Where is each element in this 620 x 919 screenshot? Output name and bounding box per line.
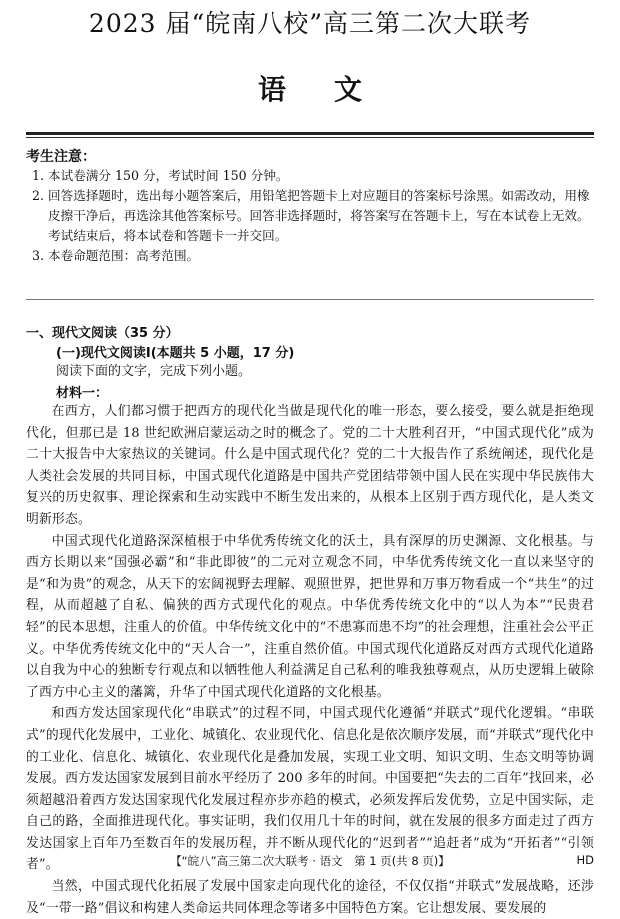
footer-code: HD [576, 853, 594, 867]
subsection-heading: (一)现代文阅读Ⅰ(本题共 5 小题，17 分) [56, 346, 295, 361]
subject-title: 语文 [257, 73, 410, 106]
material-label: 材料一： [56, 386, 109, 401]
notice-divider [26, 299, 594, 300]
section-heading: 一、现代文阅读（35 分） [26, 326, 179, 341]
paragraph: 中国式现代化道路深深植根于中华优秀传统文化的沃土，具有深厚的历史渊源、文化根基。与西方长期以来“国强必霸”和“非此即彼”的二元对立观念不同，中华优秀传统文化一直以来坚守的是“和为贵”的观念，从天下的宏阔视野去理解、观照世界，把世界和万事万物看成一个“共生”的过程，从而超越了自私、偏狭的西方式现代化的观点。中华优秀传统文化中的“以人为本”“民贵君轻”的民本思想，注重人的价值。中华传统文化中的“不患寡而患不均”的社会理想，注重社会公平正义。中华优秀传统文化中的“天人合一”，注重自然价值。中国式现代化道路反对西方式现代化道路以自我为中心的独断专行观点和以牺牲他人利益满足自己私利的唯我独尊观点，从历史逻辑上破除了西方中心主义的藩篱，升华了中国式现代化道路的文化根基。 [26, 533, 594, 700]
header-rule-thick [26, 132, 594, 135]
paragraph: 和西方发达国家现代化“串联式”的过程不同，中国式现代化遵循“并联式”现代化逻辑。“串联式”的现代化发展中，工业化、城镇化、农业现代化、信息化是依次顺序发展，而“并联式”现代化中的工业化、信息化、城镇化、农业现代化是叠加发展，实现工业文明、知识文明、生态文明等协调发展。西方发达国家发展到目前水平经历了 200 多年的时间。中国要把“失去的二百年”找回来，必须超越沿着西方发达国家现代化发展过程亦步亦趋的模式，必须发挥后发优势，立足中国实际，走自己的路，全面推进现代化。事实证明，我们仅用几十年的时间，就在发展的很多方面走过了西方发达国家上百年乃至数百年的发展历程，并不断从现代化的“迟到者”“追赶者”成为“开拓者”“引领者”。 [26, 706, 594, 873]
material-body [26, 401, 594, 919]
paragraph: 当然，中国式现代化拓展了发展中国家走向现代化的途径，不仅仅指“并联式”发展战略，还涉及“一带一路”倡议和构建人类命运共同体理念等诸多中国特色方案。它让想发展、要发展的 [26, 879, 594, 916]
header-rule-thin [26, 137, 594, 138]
paragraph: 在西方，人们都习惯于把西方的现代化当做是现代化的唯一形态，要么接受，要么就是拒绝现代化，但那已是 18 世纪欧洲启蒙运动之时的概念了。党的二十大胜利召开，“中国式现代化”成为二十大报告中大家热议的关键词。什么是中国式现代化？党的二十大报告作了系统阐述，现代化是人类社会发展的共同目标，中国式现代化道路是中国共产党团结带领中国人民在实现中华民族伟大复兴的历史叙事、理论探索和生动实践中不断生发出来的，从根本上区别于西方现代化，是人类文明新形态。 [26, 404, 594, 527]
notice-list [32, 166, 592, 266]
reading-instruction: 阅读下面的文字，完成下列小题。 [56, 364, 252, 379]
notice-item: 3. 本卷命题范围：高考范围。 [32, 248, 200, 263]
page-footer: 【“皖八”高三第二次大联考 · 语文 第 1 页(共 8 页)】 [170, 854, 450, 868]
notice-heading: 考生注意： [26, 149, 96, 165]
notice-item: 2. 回答选择题时，选出每小题答案后，用铅笔把答题卡上对应题目的答案标号涂黑。如需改动，用橡皮擦干净后，再选涂其他答案标号。回答非选择题时，将答案写在答题卡上，写在本试卷上无效。考试结束后，将本试卷和答题卡一并交回。 [32, 188, 590, 243]
exam-title: 2023 届“皖南八校”高三第二次大联考 [88, 9, 532, 38]
notice-item: 1. 本试卷满分 150 分，考试时间 150 分钟。 [32, 168, 289, 183]
